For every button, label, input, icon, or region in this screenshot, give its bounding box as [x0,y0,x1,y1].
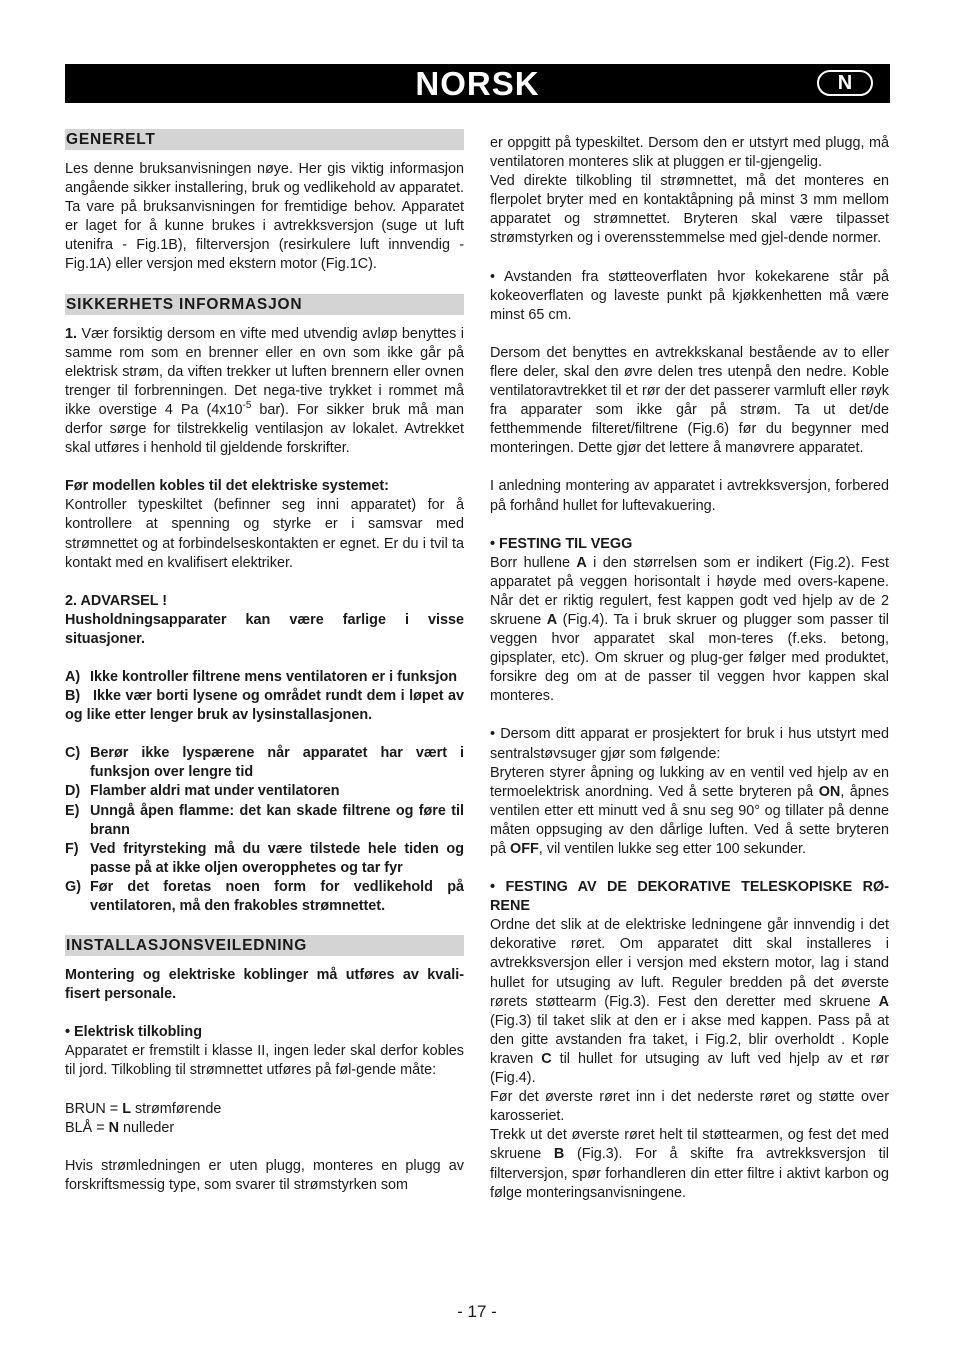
paragraph-number: 1. [65,325,78,342]
exponent: -5 [242,399,252,411]
direct-connection-text: Ved direkte tilkobling til strømnettet, må det monteres en flerpolet bryter med en kontaktåpning på minst 3 mm mellom apparatet og strømnettet. Bryteren skal være tilpasset strømstyrken og i overensstemmelse med gjel-dende normer. [490,173,889,247]
electrical-heading: • Elektrisk tilkobling [65,1024,202,1041]
section-heading-generelt: GENERELT [65,129,464,150]
page-number: - 17 - [457,1302,497,1321]
before-connect-heading: Før modellen kobles til det elektriske systemet: [65,478,389,495]
mounting-text: I anledning montering av apparatet i avtrekksversjon, forbered på forhånd hullet for luftevakuering. [490,478,889,514]
electrical-text: Apparatet er fremstilt i klasse II, ingen leder skal derfor kobles til jord. Tilkobling til strømnettet utføres på føl-gende måte: [65,1043,464,1079]
warning-item-d: D) Flamber aldri mat under ventilatoren [65,783,340,800]
safety-text-end: bar). For sikker bruk må man derfor sørge for tilstrekkelig ventilasjon av lokalet. Avtrekket skal utføres i henhold til gjeldende forskrifter. [65,401,464,457]
safety-text: Vær forsiktig dersom en vifte med utvendig avløp benyttes i samme rom som en brenner eller en ovn som ikke går på elektrisk strøm, da viften trekker ut luften brennern eller ovnen trenger til forbrenningen. Det nega-tive trykket i rommet må ikke overstige 4 Pa (4x10 [65,325,464,418]
installation-intro: Montering og elektriske koblinger må utføres av kvali-fisert personale. [65,967,464,1003]
plug-text: Hvis strømledningen er uten plugg, monteres en plugg av forskriftsmessig type, som svarer til strømstyrken som [65,1157,464,1193]
wall-mount-text: Borr hullene A i den størrelsen som er indikert (Fig.2). Fest apparatet på veggen horisontalt i høyde med overs-kapene. Når det er riktig regulert, fest kappen godt ved hjelp av de 2 skruene A (Fig.4). Ta i bruk skruer og plugger som passer til veggen hvor apparatet skal mon-teres (f.eks. betong, gipsplater, etc). Om skruer og plug-ger følger med produktet, forsikre deg om at de passer til veggen hvor kappen skal monteres. [490,554,889,705]
vacuum-intro: • Dersom ditt apparat er prosjektert for bruk i hus utstyrt med sentralstøvsuger gjør som følgende: [490,726,889,762]
decorative-pipes-text: Ordne det slik at de elektriske ledningene går innvendig i det dekorative røret. Om apparatet ditt skal installeres i avtrekksversjon eller i versjon med ekstern motor, lag i stand hullet for utsuging av luft. Reguler bredden på det øverste rørets støttearm (Fig.3). Fest den deretter med skruene A (Fig.3) til taket slik at den er i akse med kappen. Pass på at den gitte avstanden fra taket, i Fig.2, blir overholdt . Kople kraven C til hullet for utsuging av luft ved hjelp av et rør (Fig.4). [490,917,889,1087]
safety-paragraph-1 [65,325,464,459]
wall-mount-heading: • FESTING TIL VEGG [490,535,633,552]
title-banner [65,64,890,103]
warning-item-f: F) Ved frityrsteking må du være tilstede hele tiden og passe på at ikke oljen overopphetes og tar fyr [65,840,464,876]
left-column [65,129,464,1195]
generelt-text: Les denne bruksanvisningen nøye. Her gis viktig informasjon angående sikker installering, bruk og vedlikehold av apparatet. Ta vare på bruksanvisningen for fremtidige behov. Apparatet er laget for å kunne brukes i avtrekksversjon (suge ut luft utenifra - Fig.1B), filterversjon (resirkulere luft innvendig - Fig.1A) eller versjon med ekstern motor (Fig.1C). [65,161,464,273]
section-heading-sikkerhet: SIKKERHETS INFORMASJON [65,294,464,315]
decorative-pipes-text-3: Trekk ut det øverste røret helt til støttearmen, og fest det med skruene B (Fig.3). For å skifte fra avtrekksversjon til filterversjon, spør forhandleren din etter filtre i aktivt karbon og følge monteringsanvisningene. [490,1127,889,1201]
warning-item-g: G) Før det foretas noen form for vedlikehold på ventilatoren, må den frakobles strømnettet. [65,878,464,914]
warning-item-a: A) Ikke kontroller filtrene mens ventilatoren er i funksjon [65,668,458,685]
page-title: NORSK [415,65,540,102]
warning-title: 2. ADVARSEL ! [65,592,168,609]
language-badge: N [817,70,873,96]
vacuum-text: Bryteren styrer åpning og lukking av en ventil ved hjelp av en termoelektrisk anordning. Ved å sette bryteren på ON, åpnes ventilen etter ett minutt ved å snu seg 90° og tillater på denne måten oppsuging av den dårlige luften. Ved å sette bryteren på OFF, vil ventilen lukke seg etter 100 sekunder. [490,764,889,857]
decorative-pipes-heading: • FESTING AV DE DEKORATIVE TELESKOPISKE RØ-RENE [490,879,889,915]
wire-blue: BLÅ = N nulleder [65,1119,175,1136]
warning-item-e: E) Unngå åpen flamme: det kan skade filtrene og føre til brann [65,802,464,838]
wire-brown: BRUN = L strømførende [65,1100,222,1117]
section-heading-installasjon: INSTALLASJONSVEILEDNING [65,935,464,956]
decorative-pipes-text-2: Før det øverste røret inn i det nederste røret og støtte over karosseriet. [490,1089,889,1125]
warning-item-b: B) Ikke vær borti lysene og området rundt dem i løpet av og like etter lenger bruk av lysinstallasjonen. [65,688,464,724]
warning-subtitle: Husholdningsapparater kan være farlige i visse situasjoner. [65,611,464,647]
distance-text: • Avstanden fra støtteoverflaten hvor kokekarene står på kokeoverflaten og laveste punkt på kjøkkenhetten må være minst 65 cm. [490,268,889,323]
continued-text: er oppgitt på typeskiltet. Dersom den er utstyrt med plugg, må ventilatoren monteres slik at pluggen er til-gjengelig. [490,135,889,171]
warning-item-c: C) Berør ikke lyspærene når apparatet har vært i funksjon over lengre tid [65,745,464,781]
duct-text: Dersom det benyttes en avtrekkskanal bestående av to eller flere deler, skal den øvre delen tres utenpå den nedre. Koble ventilatoravtrekket til et rør der det passerer varmluft eller røyk fra apparater som ikke går på strøm. Ta ut det/de fetthemmende filteret/filtrene (Fig.6) før du begynner med monteringen. Dette gjør det lettere å manøvrere apparatet. [490,344,889,457]
right-column [490,134,889,1203]
before-connect-text: Kontroller typeskiltet (befinner seg inni apparatet) for å kontrollere at spenning og styrke er i samsvar med strømnettet og at forbindelseskontakten er egnet. Er du i tvil ta kontakt med en kvalifisert elektriker. [65,497,464,571]
